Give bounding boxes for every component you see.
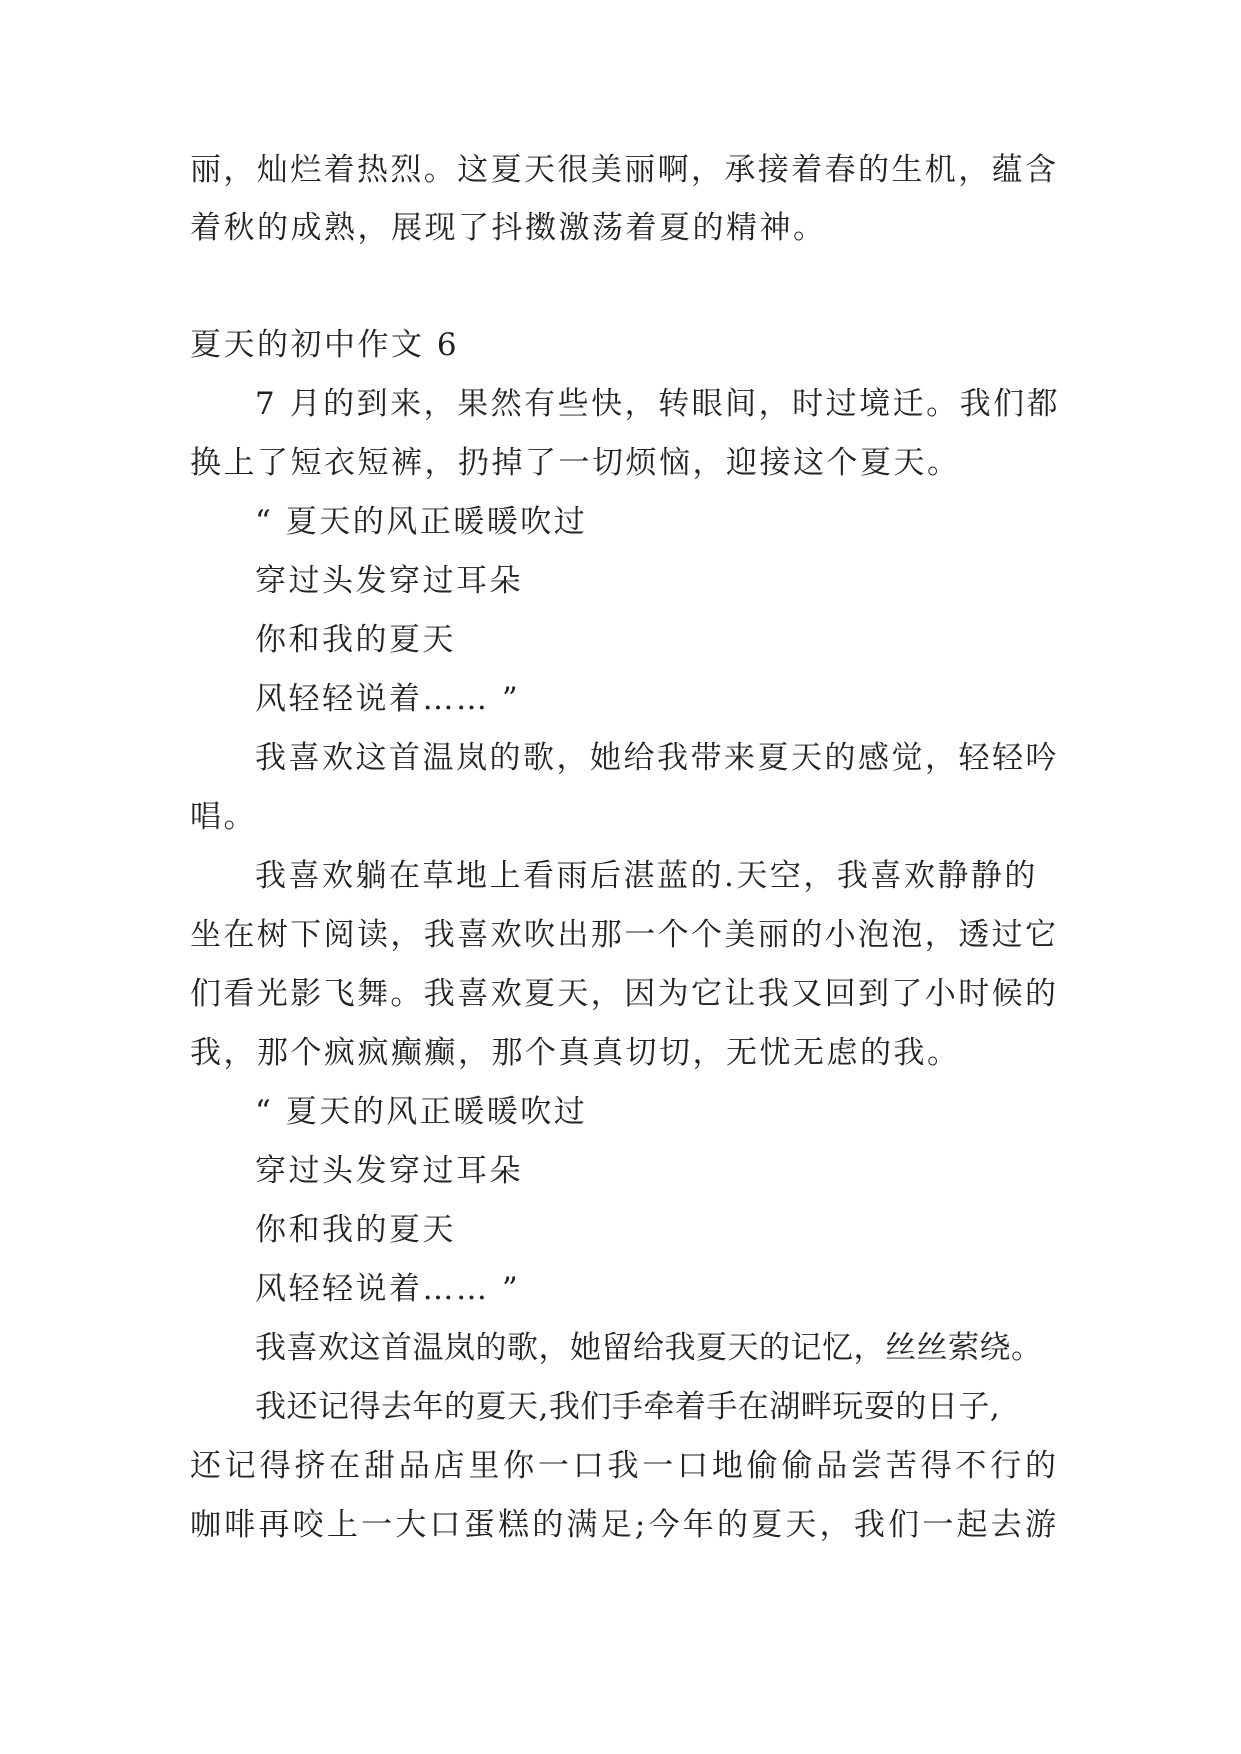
section-title: 夏天的初中作文 6 [190, 327, 460, 363]
lyric-line: 穿过头发穿过耳朵 [255, 563, 523, 599]
lyric-line: 你和我的夏天 [255, 622, 456, 658]
paragraph-line: 还记得挤在甜品店里你一口我一口地偷偷品尝苦得不行的 [190, 1448, 1056, 1484]
paragraph-line: 我还记得去年的夏天,我们手牵着手在湖畔玩耍的日子, [255, 1389, 1001, 1425]
lyric-line: “ 夏天的风正暖暖吹过 [255, 1094, 588, 1130]
paragraph-line: 7 月的到来，果然有些快，转眼间，时过境迁。我们都 [255, 386, 1061, 422]
paragraph-line: 我，那个疯疯癫癫，那个真真切切，无忧无虑的我。 [190, 1035, 961, 1071]
paragraph-line: 换上了短衣短裤，扔掉了一切烦恼，迎接这个夏天。 [190, 445, 961, 481]
paragraph-line: 唱。 [190, 799, 257, 835]
lyric-line: “ 夏天的风正暖暖吹过 [255, 504, 588, 540]
paragraph-line: 我喜欢躺在草地上看雨后湛蓝的.天空，我喜欢静静的 [255, 858, 1038, 894]
lyric-line: 风轻轻说着…… ” [255, 681, 521, 717]
paragraph-line: 我喜欢这首温岚的歌，她给我带来夏天的感觉，轻轻吟 [255, 740, 1059, 776]
paragraph-line: 丽，灿烂着热烈。这夏天很美丽啊，承接着春的生机，蕴含 [190, 152, 1056, 188]
paragraph-line: 我喜欢这首温岚的歌，她留给我夏天的记忆，丝丝萦绕。 [255, 1330, 1043, 1366]
paragraph-line: 咖啡再咬上一大口蛋糕的满足;今年的夏天，我们一起去游 [190, 1507, 1056, 1543]
lyric-line: 风轻轻说着…… ” [255, 1271, 521, 1307]
lyric-line: 穿过头发穿过耳朵 [255, 1153, 523, 1189]
paragraph-line: 着秋的成熟，展现了抖擞激荡着夏的精神。 [190, 210, 827, 246]
paragraph-line: 坐在树下阅读，我喜欢吹出那一个个美丽的小泡泡，透过它 [190, 917, 1056, 953]
paragraph-line: 们看光影飞舞。我喜欢夏天，因为它让我又回到了小时候的 [190, 976, 1056, 1012]
lyric-line: 你和我的夏天 [255, 1212, 456, 1248]
